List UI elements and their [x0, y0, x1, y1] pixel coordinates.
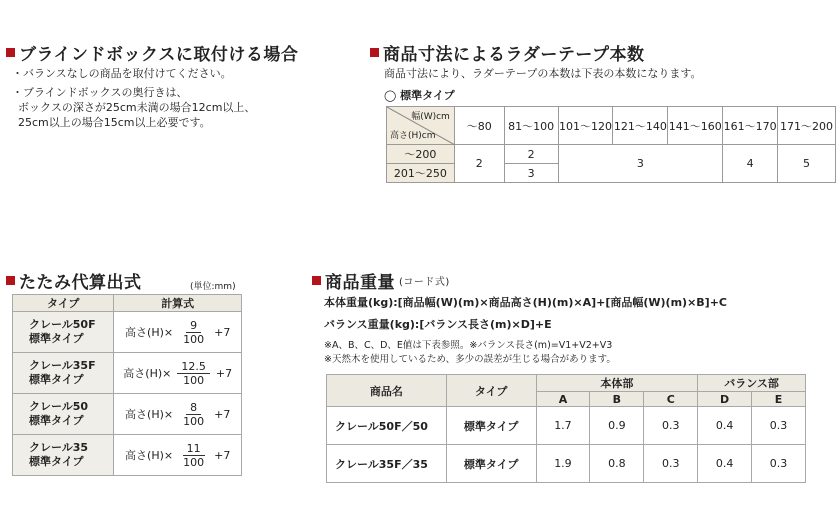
tatami-formula: 高さ(H)× $\frac{9}{100}$ +7 — [125, 318, 231, 346]
weight-col: B — [590, 392, 644, 407]
tatami-header: タイプ — [13, 295, 114, 312]
square-bullet-icon — [312, 276, 321, 285]
blind-box-title: ブラインドボックスに取付ける場合 — [6, 40, 298, 65]
ladder-cell: 5 — [778, 145, 836, 183]
ladder-cell: 4 — [723, 145, 778, 183]
note-line: ・バランスなしの商品を取付けてください。 — [12, 67, 232, 80]
weight-title: 商品重量 (コード式) — [312, 268, 450, 293]
ladder-row-header: ～200 — [387, 145, 455, 164]
weight-formula-balance: バランス重量(kg):[バランス長さ(m)×D]+E — [324, 318, 552, 331]
weight-col: C — [644, 392, 698, 407]
ladder-cell: 3 — [558, 145, 723, 183]
tatami-title: たたみ代算出式 — [6, 268, 142, 293]
weight-note: ※天然木を使用しているため、多少の誤差が生じる場合があります。 — [324, 354, 616, 365]
ladder-col-header: 101～120 — [558, 107, 613, 145]
weight-header: 商品名 — [327, 375, 447, 407]
weight-note: ※A、B、C、D、E値は下表参照。※バランス長さ(m)=V1+V2+V3 — [324, 340, 613, 351]
weight-header: タイプ — [446, 375, 536, 407]
weight-table — [326, 374, 806, 483]
note-line: 25cm以上の場合15cm以上必要です。 — [18, 116, 211, 129]
weight-col: A — [536, 392, 590, 407]
tatami-type: クレール50 標準タイプ — [13, 394, 114, 435]
ladder-subtitle: 商品寸法により、ラダーテープの本数は下表の本数になります。 — [384, 67, 702, 80]
ladder-col-header: 81～100 — [504, 107, 558, 145]
note-line: ・ブラインドボックスの奥行きは、 — [12, 86, 188, 99]
ladder-col-header: 161～170 — [723, 107, 778, 145]
tatami-type: クレール50F 標準タイプ — [13, 312, 114, 353]
weight-col: E — [752, 392, 806, 407]
ladder-cell: 3 — [504, 164, 558, 183]
ladder-col-header: 171～200 — [778, 107, 836, 145]
height-label: 高さ(H)cm — [390, 131, 436, 141]
width-label: 幅(W)cm — [411, 112, 450, 122]
ladder-cell: 2 — [454, 145, 504, 183]
weight-header: 本体部 — [536, 375, 698, 392]
weight-row: クレール35F／35 標準タイプ 1.9 0.8 0.3 0.4 0.3 — [327, 445, 806, 483]
tatami-unit: (単位:mm) — [190, 282, 236, 292]
weight-col: D — [698, 392, 752, 407]
ladder-title: 商品寸法によるラダーテープ本数 — [370, 40, 644, 65]
tatami-row — [13, 312, 242, 353]
tatami-row — [13, 353, 242, 394]
square-bullet-icon — [6, 48, 15, 57]
tatami-formula: 高さ(H)× $\frac{11}{100}$ +7 — [125, 441, 231, 469]
tatami-header: 計算式 — [114, 295, 242, 312]
tatami-type: クレール35F 標準タイプ — [13, 353, 114, 394]
note-line: ボックスの深さが25cm未満の場合12cm以上、 — [18, 101, 256, 114]
weight-title-note: (コード式) — [399, 277, 450, 288]
weight-row: クレール50F／50 標準タイプ 1.7 0.9 0.3 0.4 0.3 — [327, 407, 806, 445]
square-bullet-icon — [370, 48, 379, 57]
weight-formula-body: 本体重量(kg):[商品幅(W)(m)×商品高さ(H)(m)×A]+[商品幅(W)(m)×B]+C — [324, 296, 727, 309]
ladder-col-header: 141～160 — [668, 107, 723, 145]
square-bullet-icon — [6, 276, 15, 285]
tatami-table — [12, 294, 242, 476]
tatami-row — [13, 435, 242, 476]
ladder-table — [386, 106, 836, 183]
tatami-formula: 高さ(H)× $\frac{8}{100}$ +7 — [125, 400, 231, 428]
ladder-col-header: 121～140 — [613, 107, 668, 145]
weight-header: バランス部 — [698, 375, 806, 392]
ladder-col-header: ～80 — [454, 107, 504, 145]
tatami-formula: 高さ(H)× $\frac{12.5}{100}$ +7 — [123, 359, 233, 387]
tatami-type: クレール35 標準タイプ — [13, 435, 114, 476]
ladder-type-label: ◯ 標準タイプ — [384, 89, 455, 102]
ladder-cell: 2 — [504, 145, 558, 164]
ladder-corner-header — [387, 107, 455, 145]
tatami-row — [13, 394, 242, 435]
ladder-row-header: 201～250 — [387, 164, 455, 183]
blind-box-notes — [12, 66, 255, 130]
